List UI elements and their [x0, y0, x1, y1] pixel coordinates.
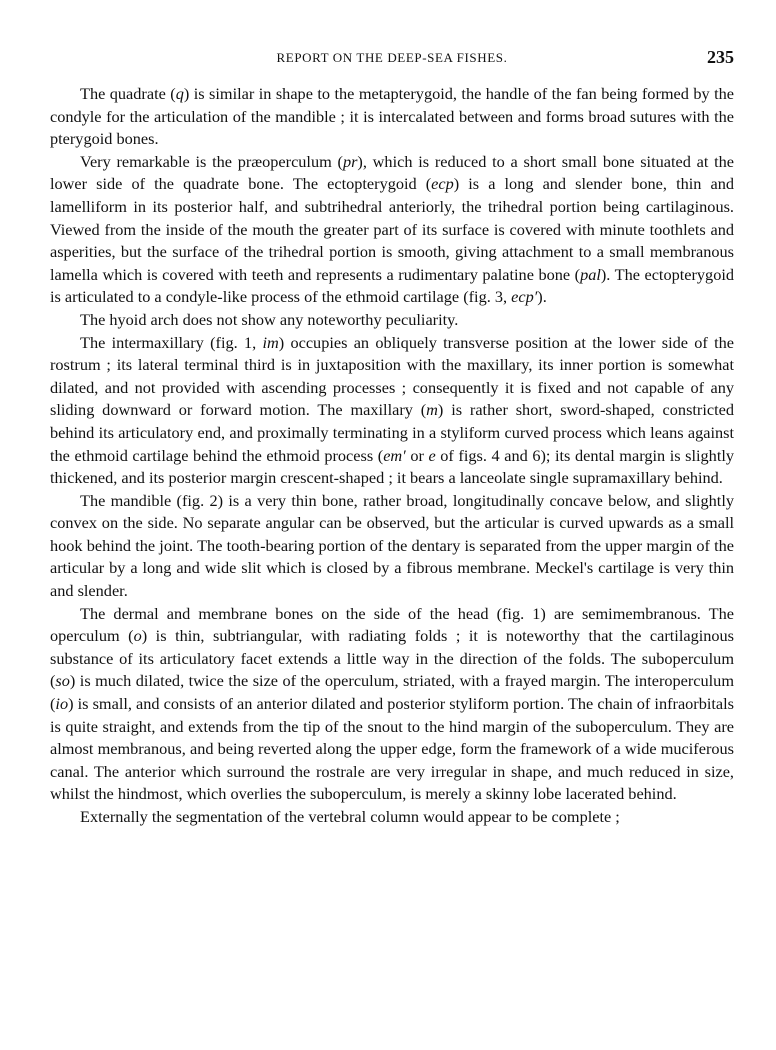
- page-number: 235: [707, 47, 734, 67]
- text-run: of figs. 4 and 6); its dental margin is slightly thickened, and its posterior margin crescent-shaped ; it bears a lanceolate single supramaxillary behind.: [50, 445, 735, 488]
- figure-label: m: [426, 400, 438, 420]
- running-head-title: REPORT ON THE DEEP-SEA FISHES.: [276, 50, 508, 65]
- paragraph-vertebral-column: [50, 806, 734, 829]
- paragraph-intermaxillary: [50, 332, 734, 490]
- paragraph-quadrate: [50, 83, 734, 151]
- paragraph-mandible: [50, 490, 734, 603]
- text-run: ) is thin, subtriangular, with radiating folds ; it is noteworthy that the cartilaginous substance of its articulatory facet extends a little way in the direction of the folds. The suboperculum (: [50, 626, 734, 691]
- document-page: [50, 0, 734, 829]
- text-run: ) is a long and slender bone, thin and lamelliform in its posterior half, and subtrihedral anteriorly, the trihedral portion being cartilaginous. Viewed from the inside of the mouth the greater part of its surface is covered with minute toothlets and asperities, but the surface of the trihedral portion is smooth, giving attachment to a small membranous lamella which is covered with teeth and represents a rudimentary palatine bone (: [50, 174, 734, 284]
- text-run: Very remarkable is the præoperculum (: [80, 151, 343, 171]
- text-run: The quadrate (: [80, 84, 176, 103]
- paragraph-praeoperculum: [50, 151, 734, 309]
- figure-label: pr: [342, 151, 358, 171]
- paragraph-hyoid-arch: [50, 309, 734, 332]
- text-run: or: [405, 445, 429, 465]
- figure-label: o: [133, 626, 142, 646]
- text-run: The hyoid arch does not show any noteworthy peculiarity.: [80, 309, 459, 329]
- text-run: ) is small, and consists of an anterior dilated and posterior styliform portion. The chain of infraorbitals is quite straight, and extends from the tip of the snout to the hind margin of the suboperculum. They are almost membranous, and being reverted along the upper edge, form the framework of a wide muciferous canal. The anterior which surround the rostrale are very irregular in shape, and much reduced in size, whilst the hindmost, which overlies the suboperculum, is merely a skinny lobe lacerated behind.: [50, 694, 734, 804]
- text-run: ) is rather short, sword-shaped, constricted behind its articulatory end, and proximally terminating in a styliform curved process which leans against the ethmoid cartilage behind the ethmoid process (: [50, 400, 734, 465]
- text-run: ) is similar in shape to the metapterygoid, the handle of the fan being formed by the condyle for the articulation of the mandible ; it is intercalated between and forms broad sutures with the pterygoid bones.: [50, 84, 734, 149]
- figure-label: pal: [580, 264, 601, 284]
- figure-label: em′: [383, 445, 406, 465]
- running-head: [50, 47, 734, 71]
- figure-label: e: [428, 445, 436, 465]
- figure-label: io: [55, 694, 69, 714]
- text-run: ), which is reduced to a short small bone situated at the lower side of the quadrate bone. The ectopterygoid (: [50, 151, 735, 194]
- figure-label: ecp: [431, 174, 454, 194]
- figure-label: ecp′: [511, 287, 538, 307]
- body-text: [50, 83, 734, 829]
- figure-label: so: [55, 671, 70, 691]
- text-run: ).: [537, 287, 547, 307]
- text-run: The mandible (fig. 2) is a very thin bone, rather broad, longitudinally concave below, and slightly convex on the side. No separate angular can be observed, but the articular is curved upwards as a small hook behind the joint. The tooth-bearing portion of the dentary is separated from the upper margin of the articular by a long and wide slit which is closed by a fibrous membrane. Meckel's cartilage is very thin and slender.: [50, 490, 734, 601]
- figure-label: im: [262, 332, 279, 352]
- text-run: ). The ectopterygoid is articulated to a condyle-like process of the ethmoid cartilage (fig. 3,: [50, 264, 734, 307]
- text-run: The dermal and membrane bones on the side of the head (fig. 1) are semimembranous. The operculum (: [50, 603, 734, 646]
- text-run: Externally the segmentation of the vertebral column would appear to be complete ;: [80, 807, 620, 826]
- figure-label: q: [175, 84, 184, 103]
- paragraph-dermal-bones: [50, 603, 734, 806]
- text-run: The intermaxillary (fig. 1,: [80, 332, 263, 352]
- text-run: ) is much dilated, twice the size of the operculum, striated, with a frayed margin. The interoperculum (: [50, 671, 734, 714]
- text-run: ) occupies an obliquely transverse position at the lower side of the rostrum ; its lateral terminal third is in juxtaposition with the maxillary, its inner portion is somewhat dilated, and not provided with ascending processes ; consequently it is fixed and not capable of any sliding downward or forward motion. The maxillary (: [50, 332, 734, 420]
